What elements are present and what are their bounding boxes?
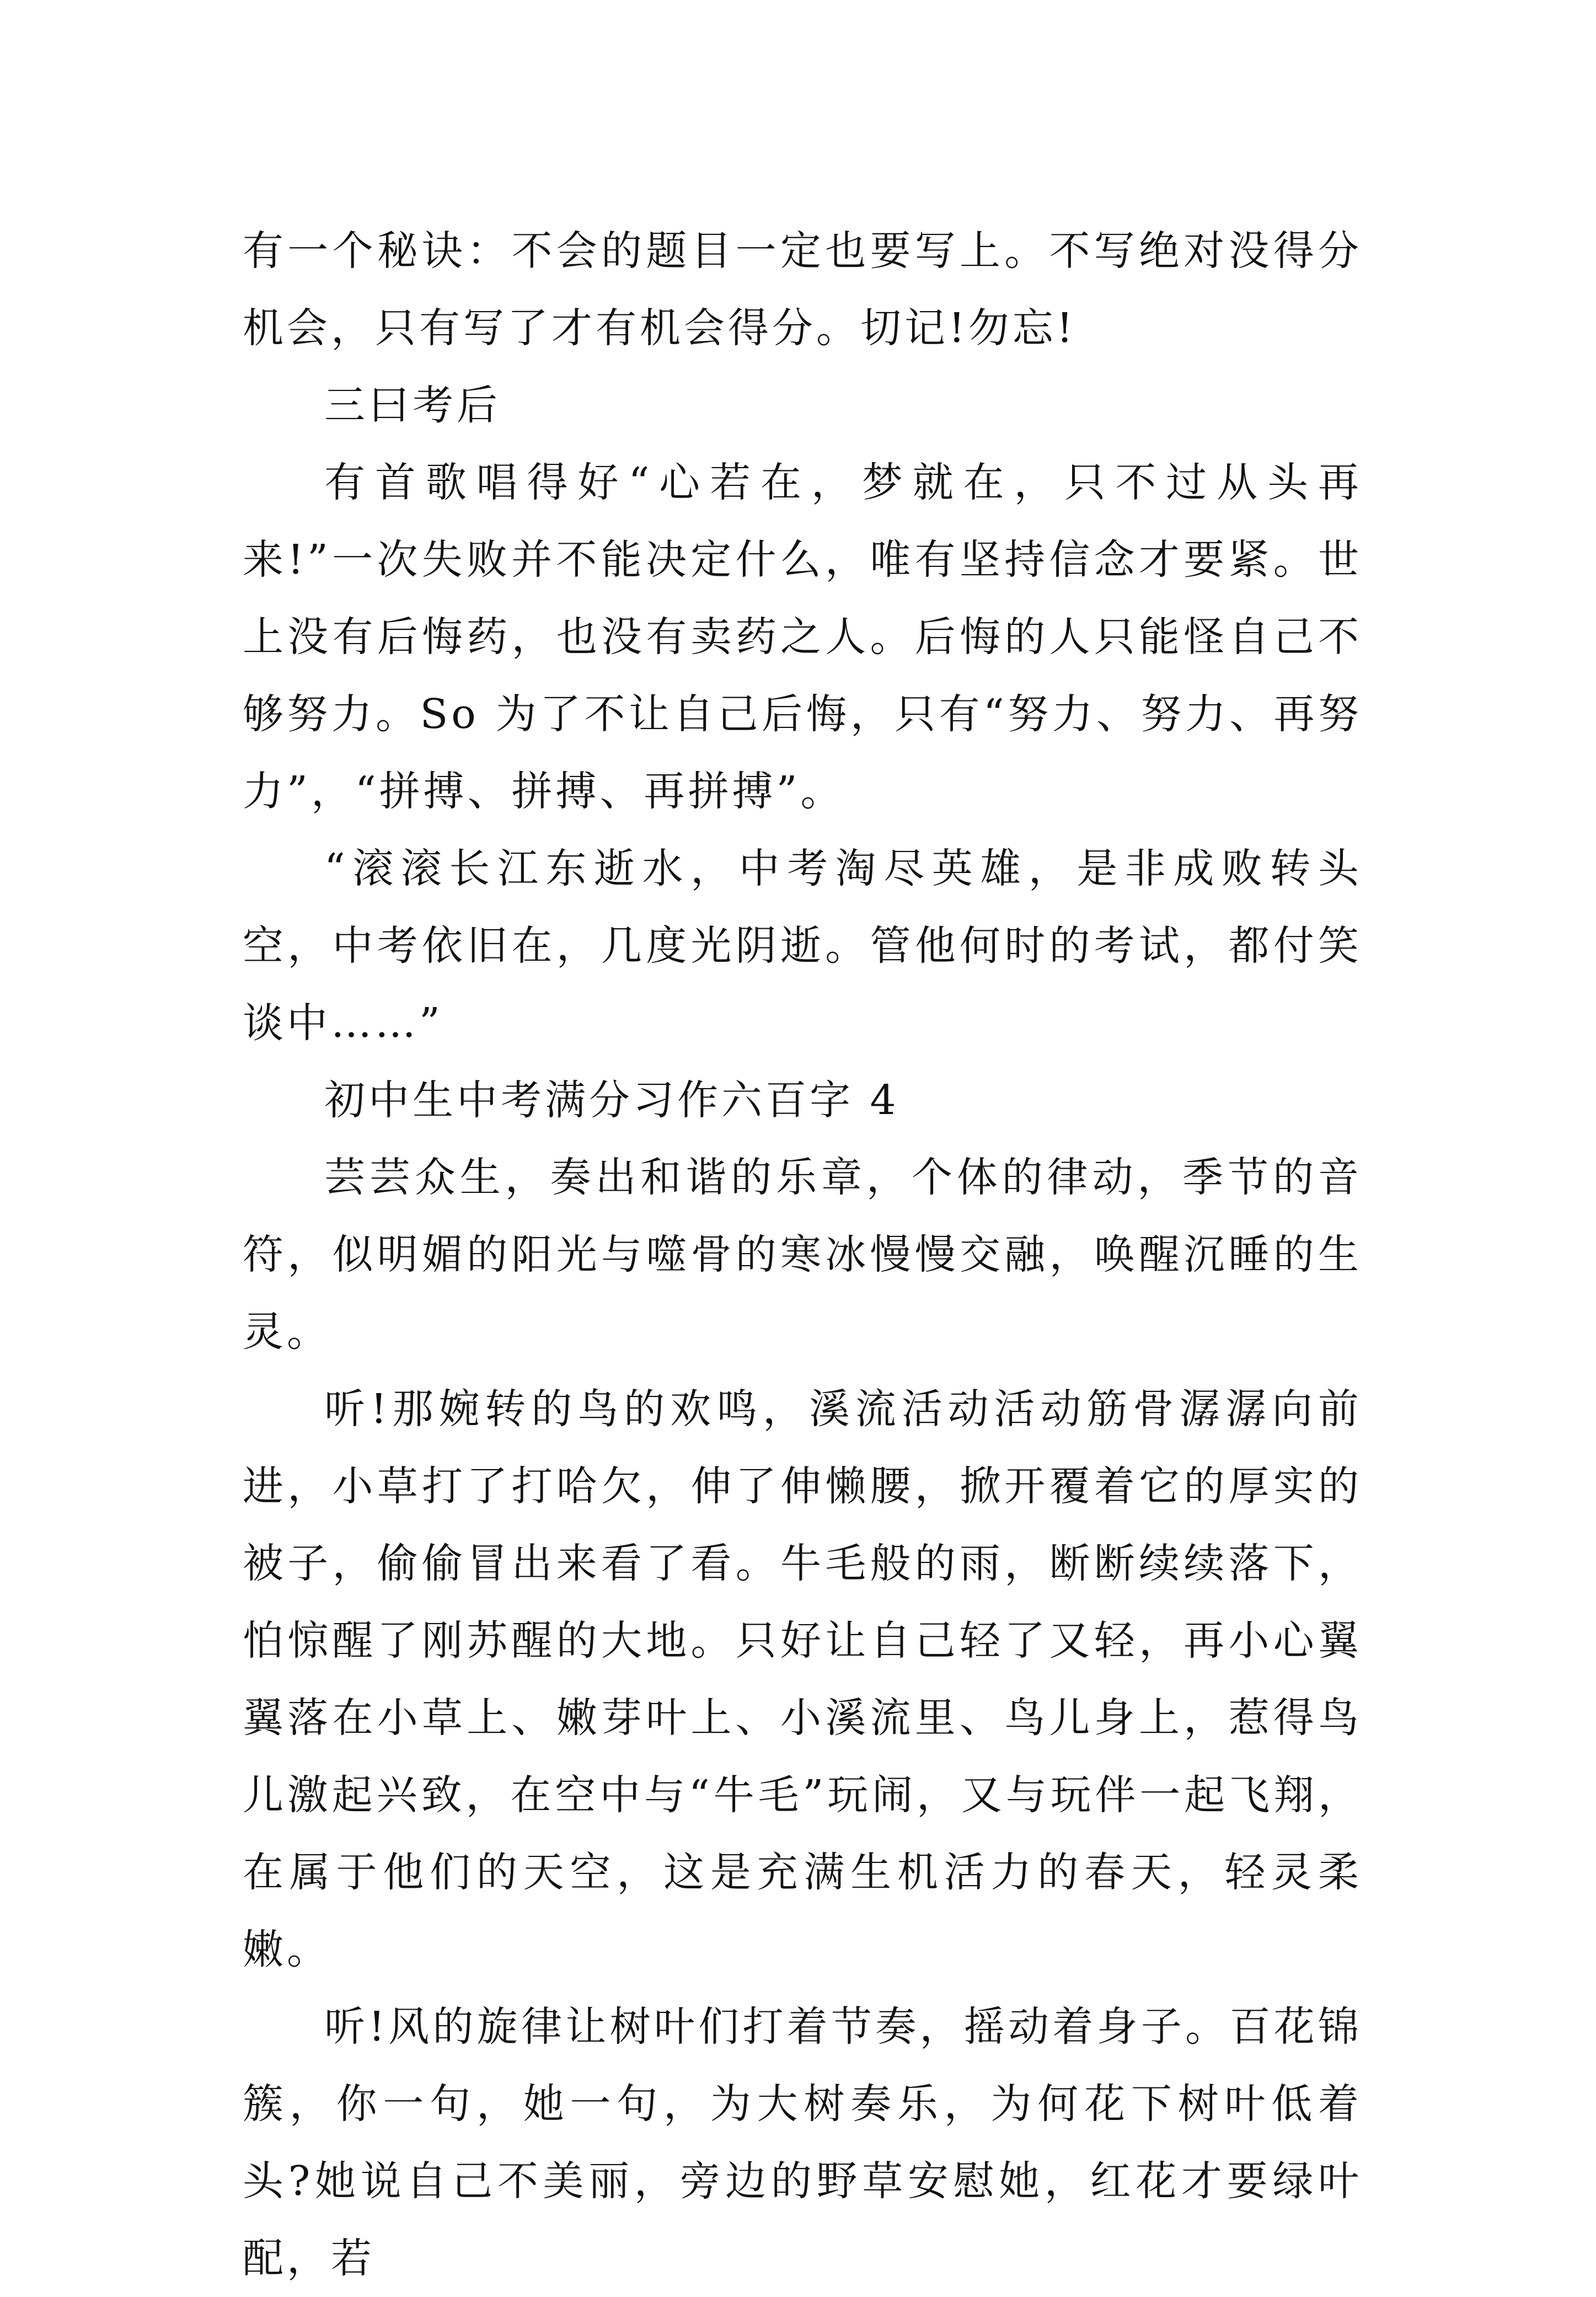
paragraph-wind: 听!风的旋律让树叶们打着节奏，摇动着身子。百花锦簇，你一句，她一句，为大树奏乐，为何花下树叶低着头?她说自己不美丽，旁边的野草安慰她，红花才要绿叶配，若 <box>243 2003 1362 2282</box>
section-heading-after-exam: 三曰考后 <box>324 382 501 429</box>
document-body <box>243 212 1362 2297</box>
essay-title: 初中生中考满分习作六百字 4 <box>324 1077 899 1124</box>
paragraph-opening: 芸芸众生，奏出和谐的乐章，个体的律动，季节的音符，似明媚的阳光与噬骨的寒冰慢慢交融，唤醒沉睡的生灵。 <box>243 1154 1362 1356</box>
paragraph-secret-tip: 有一个秘诀：不会的题目一定也要写上。不写绝对没得分机会，只有写了才有机会得分。切记!勿忘! <box>243 227 1362 352</box>
paragraph-song-quote: 有首歌唱得好“心若在，梦就在，只不过从头再来!”一次失败并不能决定什么，唯有坚持信念才要紧。世上没有后悔药，也没有卖药之人。后悔的人只能怪自己不够努力。So 为了不让自己后悔，只有“努力、努力、再努力”，“拼搏、拼搏、再拼搏”。 <box>243 459 1362 815</box>
paragraph-poem-quote: “滚滚长江东逝水，中考淘尽英雄，是非成败转头空，中考依旧在，几度光阴逝。管他何时的考试，都付笑谈中……” <box>243 845 1362 1047</box>
paragraph-spring: 听!那婉转的鸟的欢鸣，溪流活动活动筋骨潺潺向前进，小草打了打哈欠，伸了伸懒腰，掀开覆着它的厚实的被子，偷偷冒出来看了看。牛毛般的雨，断断续续落下，怕惊醒了刚苏醒的大地。只好让自己轻了又轻，再小心翼翼落在小草上、嫩芽叶上、小溪流里、鸟儿身上，惹得鸟儿激起兴致，在空中与“牛毛”玩闹，又与玩伴一起飞翔，在属于他们的天空，这是充满生机活力的春天，轻灵柔嫩。 <box>243 1385 1362 1973</box>
